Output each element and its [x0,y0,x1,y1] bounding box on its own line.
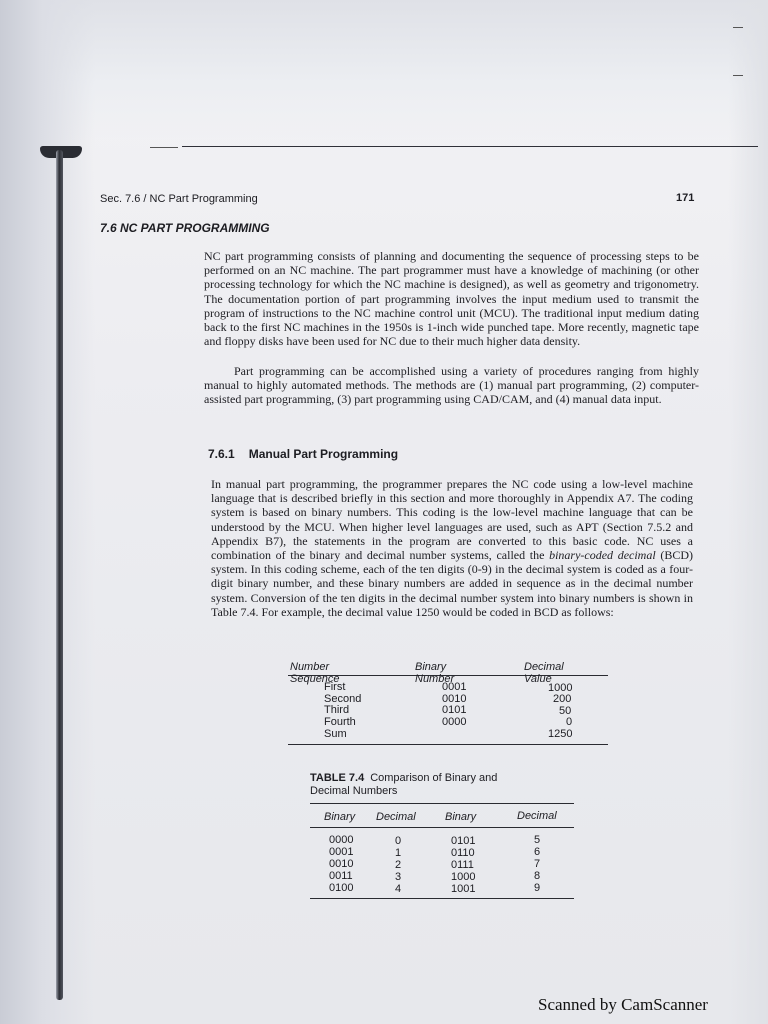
table-caption-text: Comparison of Binary and Decimal Numbers [310,772,498,797]
table-cell: 0010 [329,858,354,870]
book-spine [56,150,63,1000]
table-cell: 0000 [329,834,354,846]
table-cell: 5 [534,834,541,846]
column-header: Binary [445,811,477,823]
table-caption [310,772,530,798]
table-rule [288,744,608,745]
table-cell: 0001 [442,681,467,693]
table-rule [310,898,574,899]
paragraph-text: (BCD) system. In this coding scheme, each of the ten digits (0-9) in the decimal system is coded as a four-digit binary number, and these binary numbers are added in sequence as in the decimal number system. Conversion of the ten digits in the decimal number system into binary numbers is shown in Table 7.4. For example, the decimal value 1250 would be coded in BCD as follows: [211,548,694,619]
column-header: Binary Number [415,661,455,685]
column-header: Decimal [376,811,416,823]
table-cell: 0001 [329,846,354,858]
page-edge-dash [150,147,178,148]
table-label: TABLE 7.4 [310,772,365,784]
table-cell: 0 [566,716,573,728]
table-cell: 0011 [329,870,353,882]
scan-shadow-right [728,0,768,1024]
column-header: Decimal [517,810,557,822]
table-cell: 1000 [548,682,573,694]
subsection-heading [208,447,412,461]
table-cell: 50 [559,705,572,717]
table-cell: 0 [395,835,402,847]
table-cell: 0010 [442,693,467,705]
paragraph-intro: NC part programming consists of planning and documenting the sequence of processing steps to be performed on an NC machine. The part programmer must have a knowledge of machining (or other processing technology for which the NC machine is designed), as well as geometry and trigonometry. The documentation portion of part programming involves the input medium used to transmit the program of instructions to the NC machine control unit (MCU). The traditional input medium dating back to the first NC machines in the 1950s is 1-inch wide punched tape. More recently, magnetic tape and floppy disks have been used for NC due to their much higher data density. [204,249,699,349]
table-cell: 1 [395,847,402,859]
table-cell: Second [324,693,362,705]
scan-speck [733,27,743,28]
column-header: Decimal Value [524,661,564,685]
column-header: Binary [324,811,356,823]
paragraph-methods: Part programming can be accomplished using a variety of procedures ranging from highly manual to highly automated methods. The methods are (1) manual part programming, (2) computer-assisted part programming, (3) part programming using CAD/CAM, and (4) manual data input. [204,364,699,407]
subsection-number: 7.6.1 [208,447,235,461]
table-cell: 6 [534,846,541,858]
scan-shadow-top [0,0,768,140]
table-cell: 1001 [451,883,476,895]
table-cell: 4 [395,883,402,895]
table-cell: Fourth [324,716,356,728]
table-cell: 1000 [451,871,476,883]
table-rule [310,827,574,828]
table-cell: First [324,681,346,693]
table-cell: 0101 [451,835,476,847]
table-cell: 0100 [329,882,354,894]
table-cell: 200 [553,693,572,705]
table-rule [310,803,574,804]
emphasized-term: binary-coded decimal [549,548,656,563]
table-cell: 8 [534,870,541,882]
paragraph-text: In manual part programming, the programmer prepares the NC code using a low-level machine language that is described briefly in this section and more thoroughly in Appendix A7. The coding system is based on binary numbers. This coding is the low-level machine language that can be understood by the MCU. When higher level languages are used, such as APT (Section 7.5.2 and Appendix B7), the statements in the program are converted to this basic code. NC uses a combination of the binary and decimal number systems, called the [211,477,693,563]
table-cell: 0101 [442,704,467,716]
section-title: 7.6 NC PART PROGRAMMING [100,221,270,235]
table-cell: 0111 [451,859,474,871]
page-edge-rule [182,146,758,147]
table-cell: 0110 [451,847,475,859]
column-header: Number Sequence [290,661,340,685]
table-cell: Third [324,704,350,716]
running-head: Sec. 7.6 / NC Part Programming [100,193,258,205]
paragraph-manual-programming [211,477,693,619]
table-cell: Sum [324,728,347,740]
scanner-watermark: Scanned by CamScanner [538,995,708,1014]
table-cell: 0000 [442,716,467,728]
subsection-title: Manual Part Programming [248,447,399,461]
table-cell: 1250 [548,728,573,740]
table-cell: 2 [395,859,402,871]
table-cell: 9 [534,882,541,894]
page-number: 171 [676,192,695,204]
scan-speck [733,75,743,76]
table-cell: 7 [534,858,541,870]
table-cell: 3 [395,871,402,883]
